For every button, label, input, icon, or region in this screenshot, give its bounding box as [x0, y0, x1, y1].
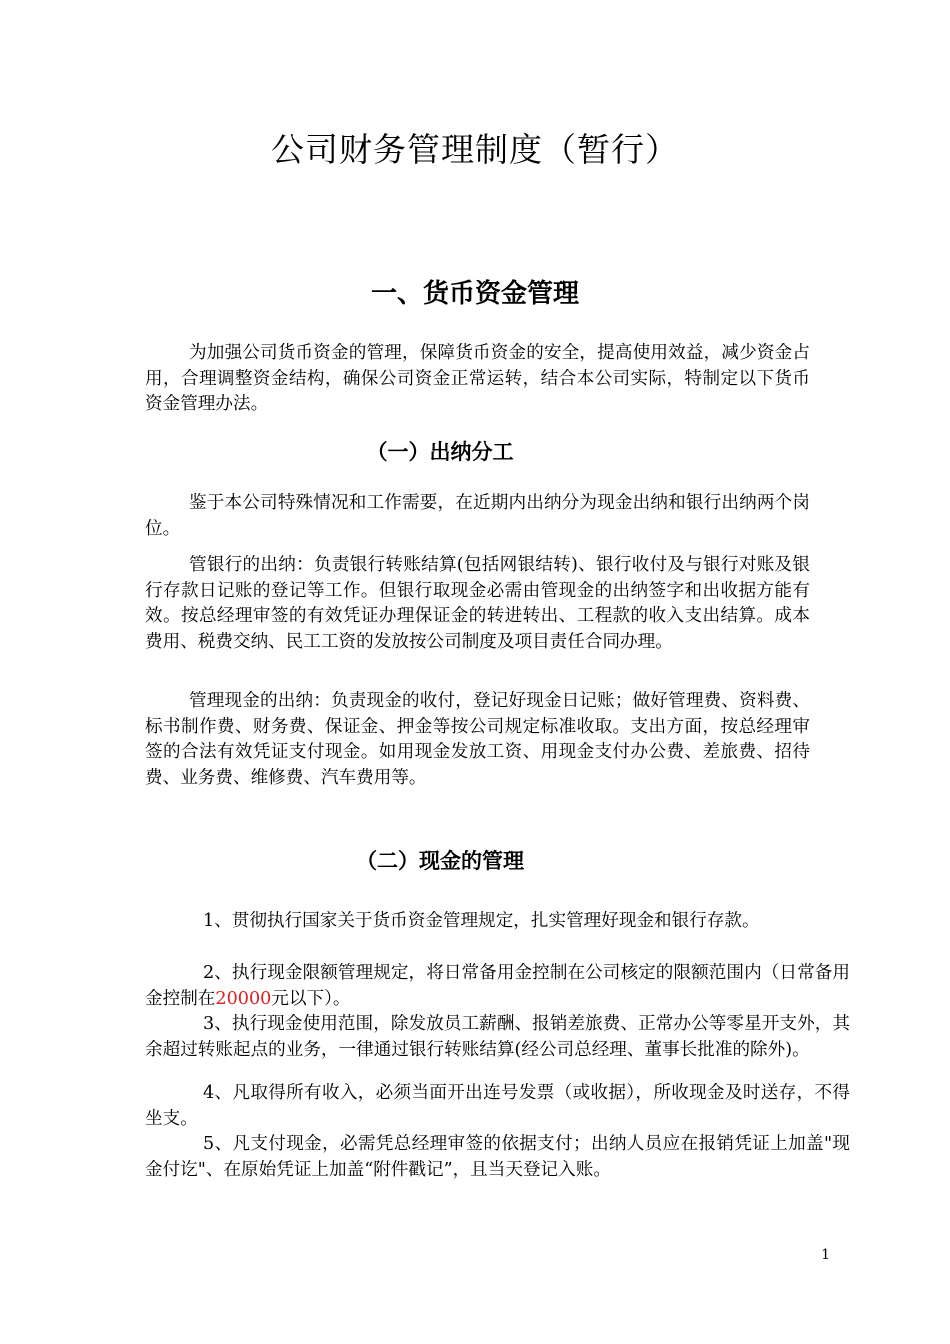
cash-rule-item-1: 1、贯彻执行国家关于货币资金管理规定，扎实管理好现金和银行存款。 — [203, 911, 760, 931]
cash-limit-amount: 20000 — [215, 988, 272, 1009]
subsection-heading-cashier-division: （一）出纳分工 — [366, 440, 514, 464]
cashier-division-paragraph: 鉴于本公司特殊情况和工作需要，在近期内出纳分为现金出纳和银行出纳两个岗位。 — [145, 493, 810, 539]
cash-rule-item-2-text-before: 2、执行现金限额管理规定，将日常备用金控制在公司核定的限额范围内（日常备用金控制在 — [145, 963, 850, 1009]
document-title: 公司财务管理制度（暂行） — [271, 130, 679, 169]
cash-rule-item-5: 5、凡支付现金，必需凭总经理审签的依据支付；出纳人员应在报销凭证上加盖"现金付讫"、在原始凭证上加盖“附件戳记”，且当天登记入账。 — [145, 1134, 850, 1180]
cash-rule-item-2-text-after: 元以下）。 — [271, 988, 351, 1009]
cash-rule-item-2 — [145, 961, 850, 1012]
cash-cashier-paragraph: 管理现金的出纳：负责现金的收付，登记好现金日记账；做好管理费、资料费、标书制作费、财务费、保证金、押金等按公司规定标准收取。支出方面，按总经理审签的合法有效凭证支付现金。如用现金发放工资、用现金支付办公费、差旅费、招待费、业务费、维修费、汽车费用等。 — [145, 691, 810, 788]
page-number: 1 — [821, 1247, 830, 1263]
cash-rule-item-4: 4、凡取得所有收入，必须当面开出连号发票（或收据），所收现金及时送存，不得坐支。 — [145, 1083, 850, 1129]
section-intro-paragraph: 为加强公司货币资金的管理，保障货币资金的安全，提高使用效益，减少资金占用，合理调整资金结构，确保公司资金正常运转，结合本公司实际，特制定以下货币资金管理办法。 — [145, 343, 810, 414]
cash-rule-item-3: 3、执行现金使用范围，除发放员工薪酬、报销差旅费、正常办公等零星开支外，其余超过转账起点的业务，一律通过银行转账结算(经公司总经理、董事长批准的除外)。 — [145, 1014, 850, 1060]
subsection-heading-cash-management: （二）现金的管理 — [356, 849, 524, 873]
bank-cashier-paragraph: 管银行的出纳：负责银行转账结算(包括网银结转)、银行收付及与银行对账及银行存款日记账的登记等工作。但银行取现金必需由管现金的出纳签字和出收据方能有效。按总经理审签的有效凭证办理保证金的转进转出、工程款的收入支出结算。成本费用、税费交纳、民工工资的发放按公司制度及项目责任合同办理。 — [145, 555, 810, 652]
section-heading-currency-funds: 一、货币资金管理 — [370, 279, 579, 309]
